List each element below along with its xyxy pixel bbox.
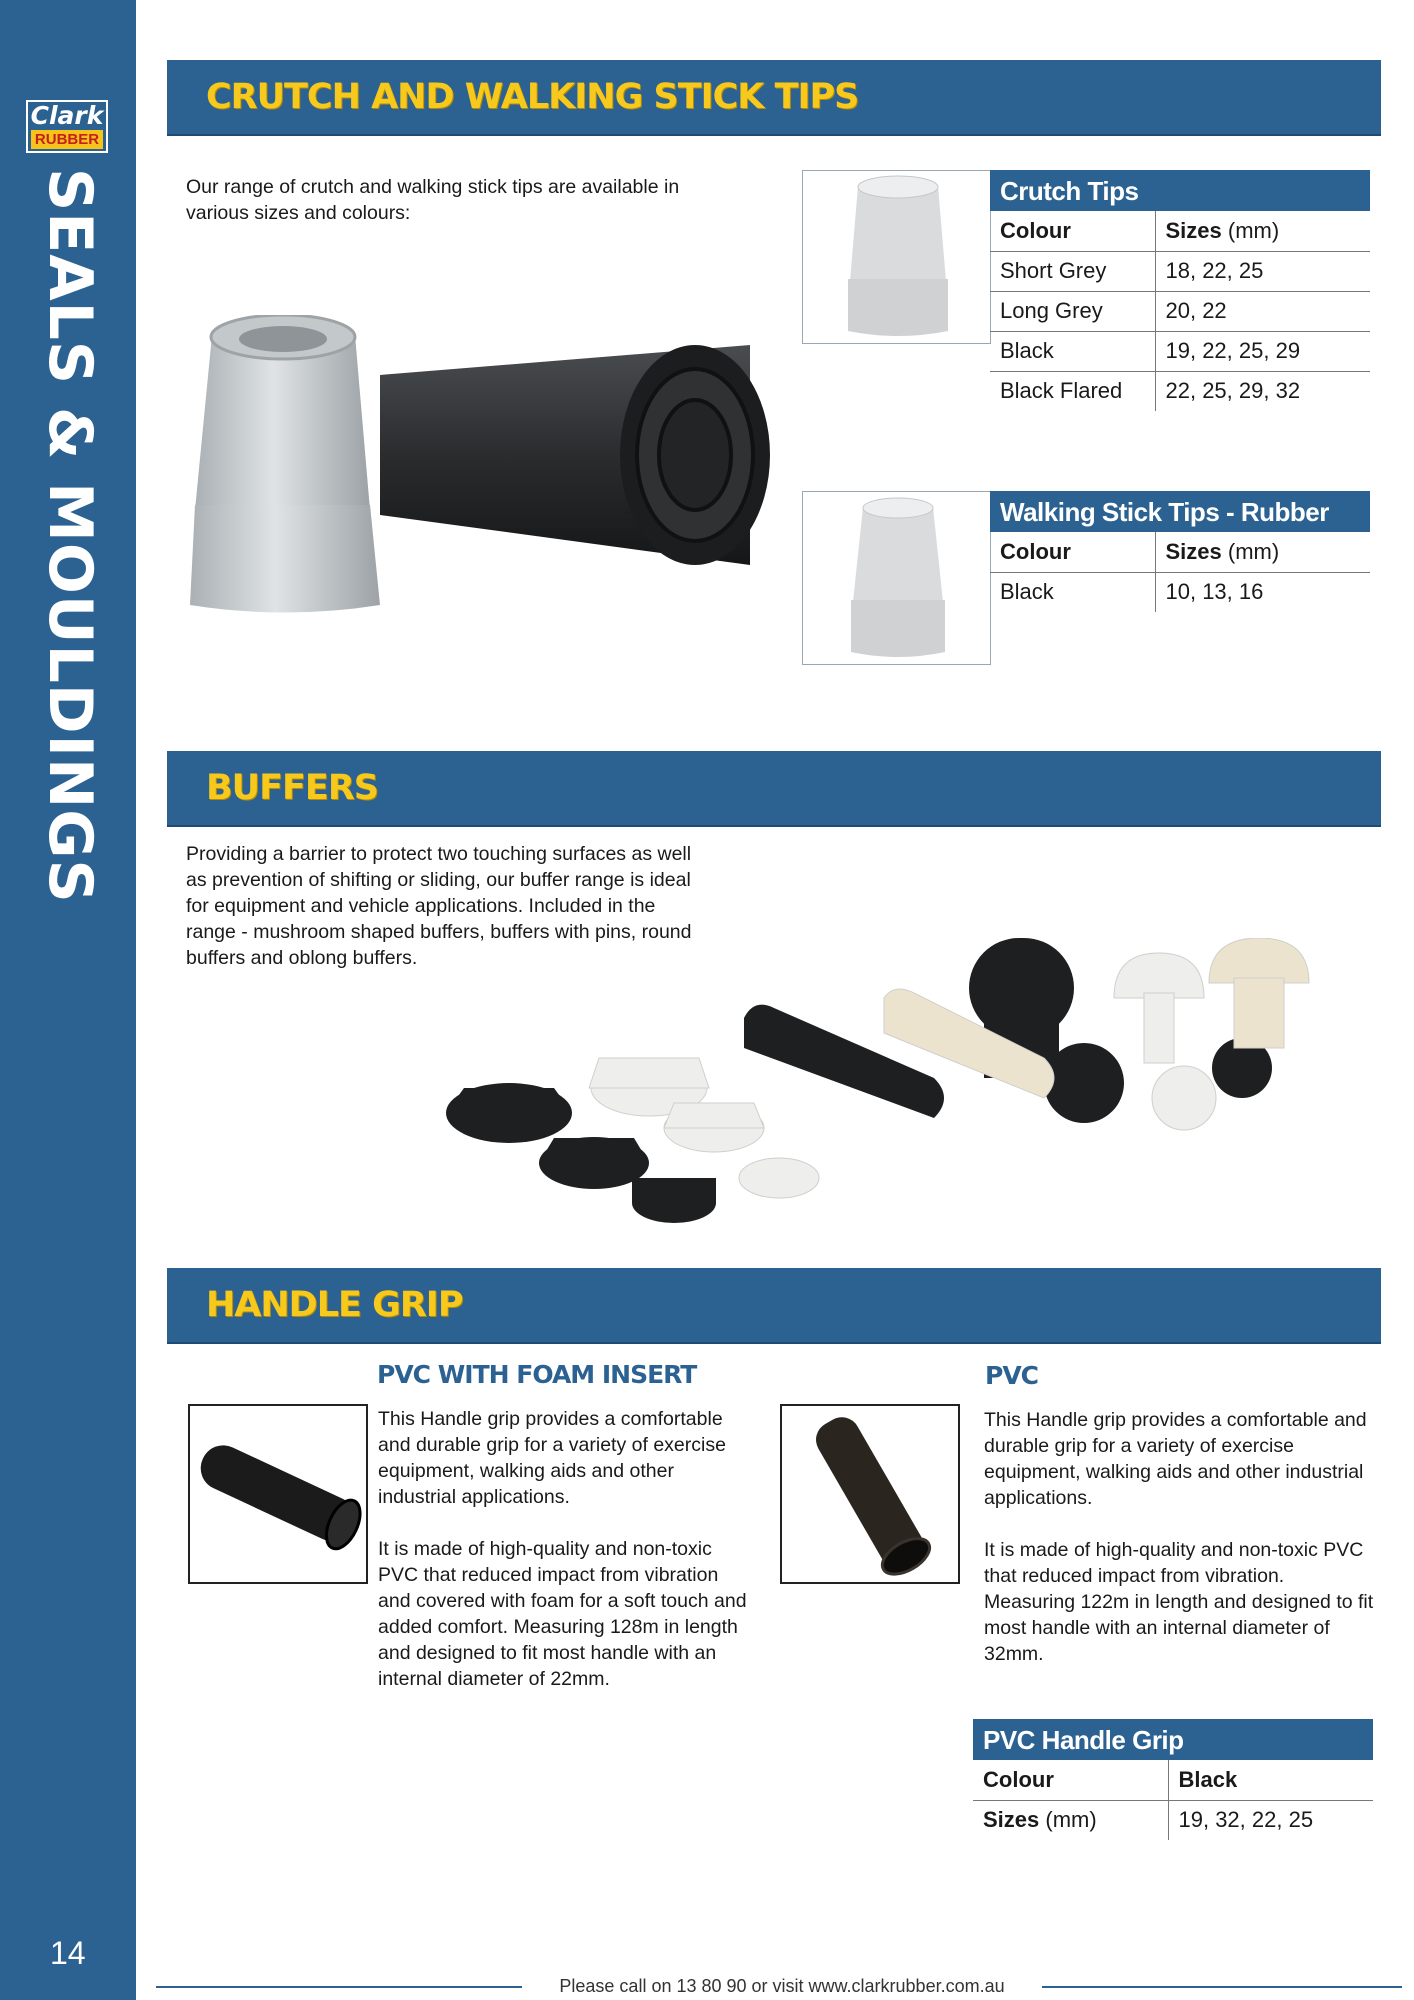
handle-grip-section-header [167,1268,1381,1344]
foam-grip-description [378,1406,753,1692]
footer-rule-left [156,1986,522,1988]
footer-rule-right [1042,1986,1402,1988]
pvc-handle-grip-table [973,1719,1373,1840]
cell-colour: Black [990,331,1155,371]
sizes-unit: (mm) [1045,1807,1097,1833]
table-header-row [990,211,1370,251]
sizes-label: Sizes [1165,538,1222,564]
sizes-unit: (mm) [1227,217,1280,243]
buffers-section-header [167,751,1381,827]
pvc-grip-paragraph-1: This Handle grip provides a comfortable and durable grip for a variety of exercise equipment, walking aids and other industrial applications. [984,1409,1367,1509]
table-title: PVC Handle Grip [973,1719,1373,1760]
cell-sizes-label [973,1800,1168,1840]
crutch-section-title: CRUTCH AND WALKING STICK TIPS [206,77,859,117]
cell-colour: Black Flared [990,371,1155,411]
table-title: Walking Stick Tips - Rubber [990,491,1370,532]
pvc-grip-illustration [782,1406,958,1582]
table-row [990,291,1370,331]
crutch-tip-illustration [803,171,992,345]
cell-colour-label: Colour [973,1760,1168,1800]
foam-grip-image [188,1404,368,1584]
table-row [990,331,1370,371]
clark-rubber-logo [26,100,108,153]
logo-text-clark: Clark [30,101,104,130]
handle-grip-section-title: HANDLE GRIP [206,1285,463,1325]
col-header-sizes [1155,211,1370,251]
sizes-label: Sizes [1165,217,1222,243]
page-number: 14 [50,1935,86,1971]
table-row [990,371,1370,411]
foam-grip-paragraph-2: It is made of high-quality and non-toxic PVC that reduced impact from vibration and covered with foam for a soft touch and added comfort. Measuring 128m in length and designed to fit most handle with an internal diameter of 22mm. [378,1538,747,1690]
buffers-section-title: BUFFERS [206,768,378,808]
crutch-section-header [167,60,1381,136]
crutch-tip-image [802,170,991,344]
foam-grip-illustration [190,1406,366,1582]
cell-colour: Long Grey [990,291,1155,331]
walking-tip-image [802,491,991,665]
table-title: Crutch Tips [990,170,1370,211]
table-header-row [990,532,1370,572]
pvc-grip-image [780,1404,960,1584]
pvc-grip-paragraph-2: It is made of high-quality and non-toxic PVC that reduced impact from vibration. Measuring 122m in length and designed to fit most handle with an internal diameter of 32mm. [984,1539,1374,1665]
table-row [990,572,1370,612]
cell-sizes: 19, 22, 25, 29 [1155,331,1370,371]
cell-sizes: 10, 13, 16 [1165,579,1264,605]
pvc-grip-subtitle: PVC [985,1361,1039,1390]
sizes-unit: (mm) [1227,538,1280,564]
foam-grip-subtitle: PVC WITH FOAM INSERT [377,1360,697,1389]
col-header-colour: Colour [990,532,1155,572]
foam-grip-paragraph-1: This Handle grip provides a comfortable and durable grip for a variety of exercise equipment, walking aids and other industrial applications. [378,1408,726,1508]
walking-stick-tips-table [990,491,1370,612]
cell-sizes: 18, 22, 25 [1155,251,1370,291]
crutch-tips-table [990,170,1370,411]
buffers-photo [444,938,1334,1243]
pvc-grip-description [984,1407,1374,1667]
section-title-vertical: SEALS & MOULDINGS [35,168,105,904]
table-row [990,251,1370,291]
cell-sizes-value: 19, 32, 22, 25 [1178,1807,1314,1833]
cell-colour: Black [990,572,1155,612]
cell-sizes: 22, 25, 29, 32 [1165,378,1301,404]
sizes-label: Sizes [983,1807,1040,1833]
cell-colour: Short Grey [990,251,1155,291]
table-row [973,1760,1373,1800]
crutch-tips-photo [190,315,775,620]
footer-contact-text: Please call on 13 80 90 or visit www.clarkrubber.com.au [559,1976,1005,1996]
table-row [973,1800,1373,1840]
col-header-sizes [1155,532,1370,572]
buffers-text: Providing a barrier to protect two touching surfaces as well as prevention of shifting or sliding, our buffer range is ideal for equipment and vehicle applications. Included in the range - mushroom shaped buffers, buffers with pins, round buffers and oblong buffers. [186,843,692,969]
cell-sizes: 20, 22 [1155,291,1370,331]
col-header-colour: Colour [990,211,1155,251]
walking-tip-illustration [803,492,992,666]
logo-text-rubber: RUBBER [31,130,103,149]
crutch-intro: Our range of crutch and walking stick tips are available in various sizes and colours: [186,176,680,224]
cell-colour-value: Black [1168,1760,1373,1800]
